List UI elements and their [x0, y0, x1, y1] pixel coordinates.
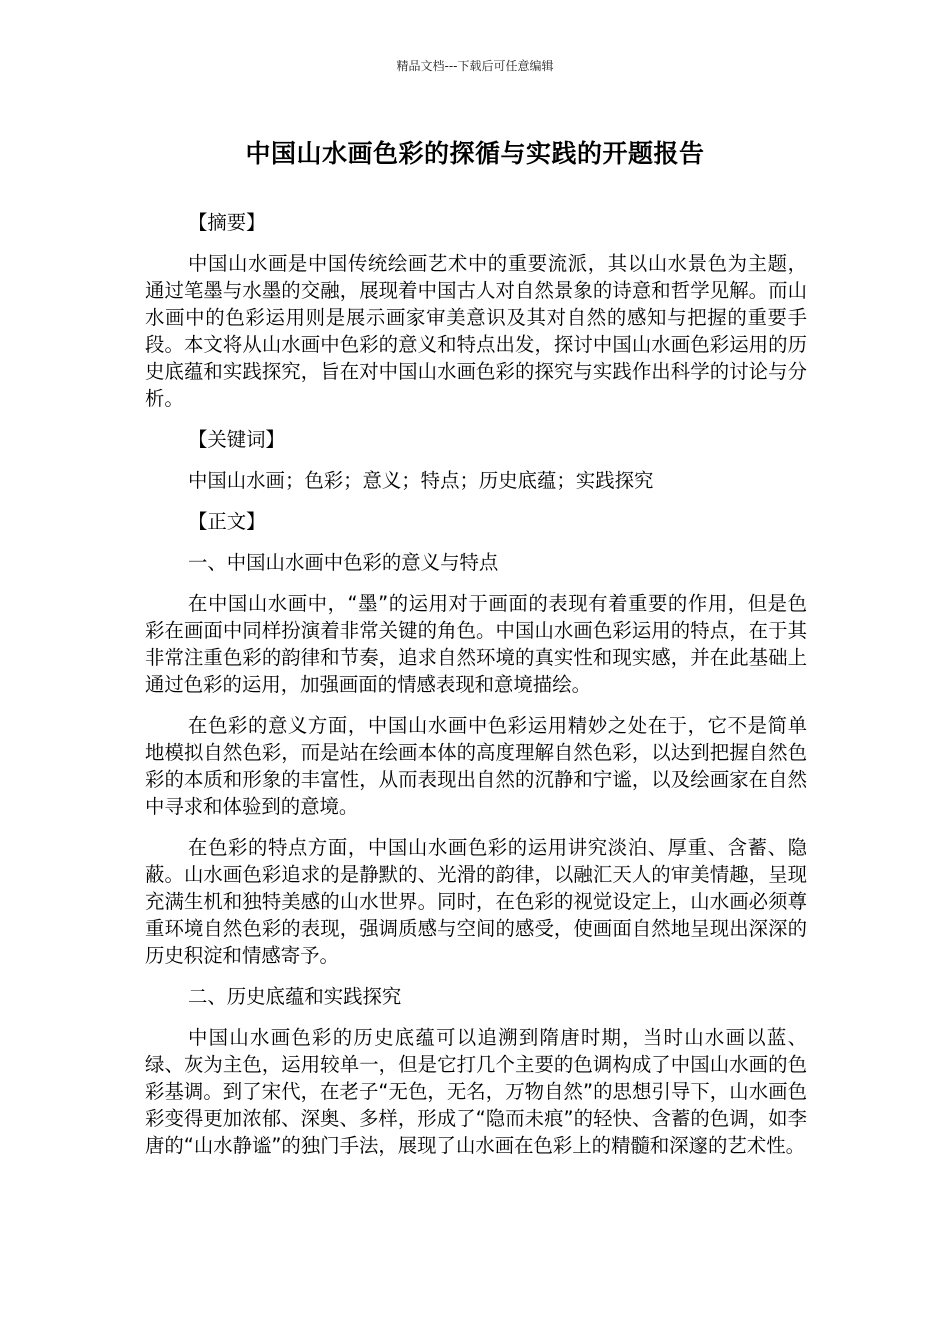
- abstract-heading: 【摘要】: [188, 211, 266, 234]
- section-heading-1: 一、中国山水画中色彩的意义与特点: [188, 551, 499, 574]
- keywords-heading: 【关键词】: [188, 428, 285, 451]
- abstract-paragraph: 中国山水画是中国传统绘画艺术中的重要流派，其以山水景色为主题，通过笔墨与水墨的交融，展现着中国古人对自然景象的诗意和哲学见解。而山水画中的色彩运用则是展示画家审美意识及其对自然的感知与把握的重要手段。本文将从山水画中色彩的意义和特点出发，探讨中国山水画色彩运用的历史底蕴和实践探究，旨在对中国山水画色彩的探究与实践作出科学的讨论与分析。: [145, 252, 807, 410]
- section2-paragraph: 中国山水画色彩的历史底蕴可以追溯到隋唐时期，当时山水画以蓝、绿、灰为主色，运用较单一，但是它打几个主要的色调构成了中国山水画的色彩基调。到了宋代，在老子“无色，无名，万物自然”的思想引导下，山水画色彩变得更加浓郁、深奥、多样，形成了“隐而未痕”的轻快、含蓄的色调，如李唐的“山水静谧”的独门手法，展现了山水画在色彩上的精髓和深邃的艺术性。: [145, 1026, 807, 1157]
- keywords-text: 中国山水画；色彩；意义；特点；历史底蕴；实践探究: [188, 469, 654, 492]
- document-body: [145, 209, 807, 1173]
- section1-paragraph: 在中国山水画中，“墨”的运用对于画面的表现有着重要的作用，但是色彩在画面中同样扮演着非常关键的角色。中国山水画色彩运用的特点，在于其非常注重色彩的韵律和节奏，追求自然环境的真实性和现实感，并在此基础上通过色彩的运用，加强画面的情感表现和意境描绘。: [145, 592, 807, 696]
- document-title: 中国山水画色彩的探循与实践的开题报告: [245, 139, 705, 168]
- section1-paragraph: 在色彩的特点方面，中国山水画色彩的运用讲究淡泊、厚重、含蓄、隐蔽。山水画色彩追求的是静默的、光滑的韵律，以融汇天人的审美情趣，呈现充满生机和独特美感的山水世界。同时，在色彩的视觉设定上，山水画必须尊重环境自然色彩的表现，强调质感与空间的感受，使画面自然地呈现出深深的历史积淀和情感寄予。: [145, 836, 807, 967]
- body-heading: 【正文】: [188, 510, 266, 533]
- header-note: 精品文档---下载后可任意编辑: [396, 59, 554, 73]
- section1-paragraph: 在色彩的意义方面，中国山水画中色彩运用精妙之处在于，它不是简单地模拟自然色彩，而是站在绘画本体的高度理解自然色彩，以达到把握自然色彩的本质和形象的丰富性，从而表现出自然的沉静和宁谧，以及绘画家在自然中寻求和体验到的意境。: [145, 714, 807, 818]
- section-heading-2: 二、历史底蕴和实践探究: [188, 985, 402, 1008]
